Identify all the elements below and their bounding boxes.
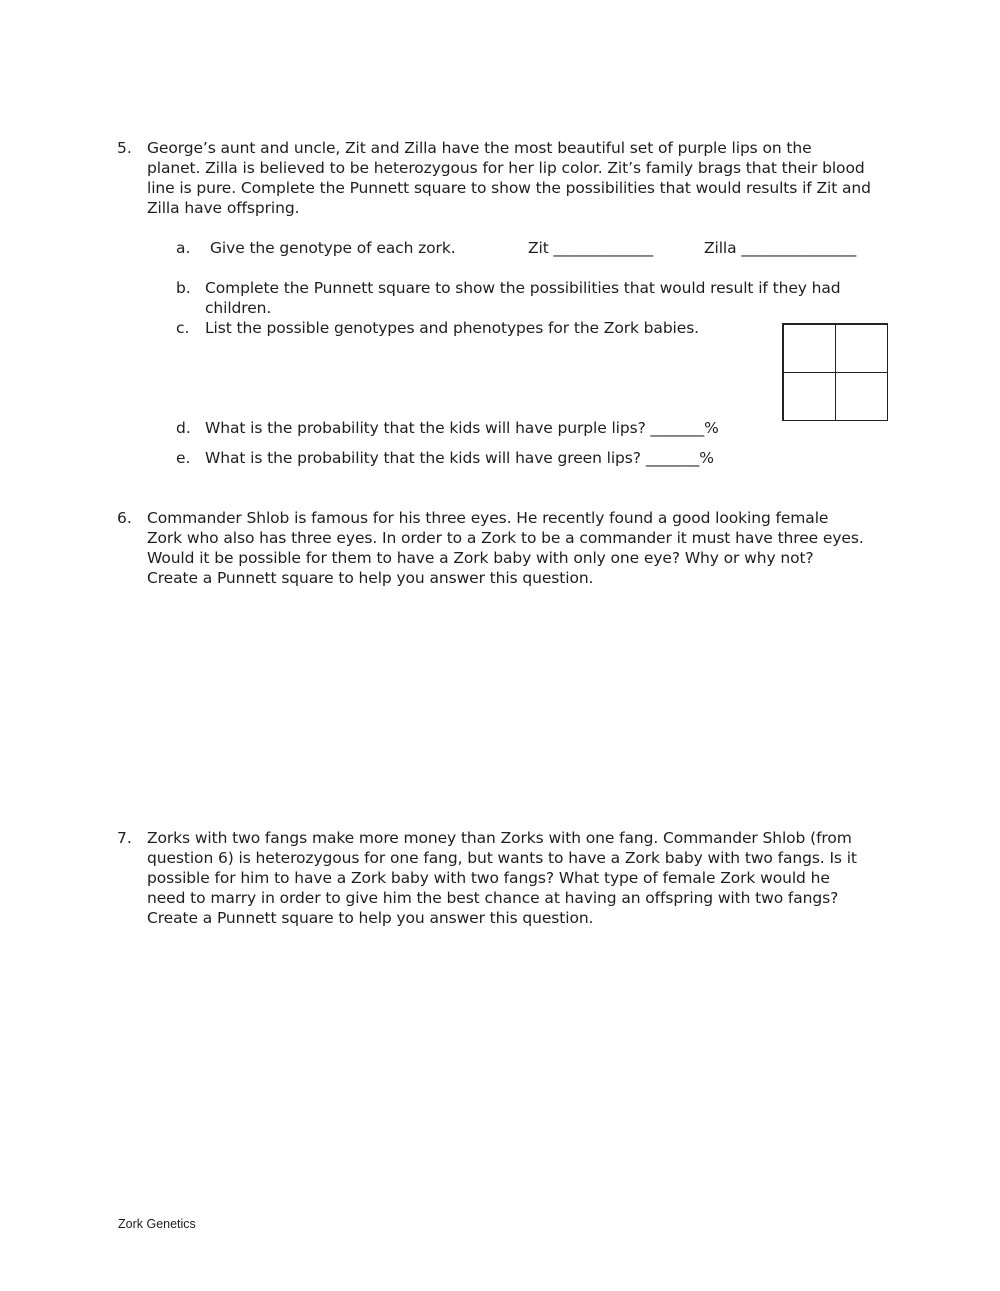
question-text-line: Would it be possible for them to have a Zork baby with only one eye? Why or why not? bbox=[147, 549, 814, 567]
question-text-line: need to marry in order to give him the best chance at having an offspring with two fangs? bbox=[147, 889, 839, 907]
subquestion-text: List the possible genotypes and phenotypes for the Zork babies. bbox=[205, 319, 700, 337]
question-text-line: Zilla have offspring. bbox=[147, 199, 300, 217]
question-text-line: Create a Punnett square to help you answer this question. bbox=[147, 909, 594, 927]
purple-lips-probability[interactable]: What is the probability that the kids will have purple lips? _______% bbox=[205, 419, 719, 437]
answer-area[interactable] bbox=[147, 600, 887, 810]
zit-genotype-blank[interactable]: Zit _____________ bbox=[528, 239, 653, 257]
punnett-square[interactable] bbox=[782, 323, 888, 421]
footer-title: Zork Genetics bbox=[118, 1217, 196, 1231]
subquestion-letter: c. bbox=[176, 319, 190, 337]
question-text-line: possible for him to have a Zork baby with two fangs? What type of female Zork would he bbox=[147, 869, 830, 887]
question-text-line: planet. Zilla is believed to be heterozygous for her lip color. Zit’s family brags that their blood bbox=[147, 159, 865, 177]
question-text-line: Create a Punnett square to help you answer this question. bbox=[147, 569, 594, 587]
subquestion-letter: a. bbox=[176, 239, 191, 257]
subquestion-letter: d. bbox=[176, 419, 191, 437]
question-number: 5. bbox=[117, 139, 132, 157]
punnett-cell[interactable] bbox=[783, 372, 836, 421]
subquestion-text: Complete the Punnett square to show the possibilities that would result if they had bbox=[205, 279, 841, 297]
punnett-cell[interactable] bbox=[835, 324, 888, 373]
subquestion-letter: e. bbox=[176, 449, 191, 467]
question-text-line: Zork who also has three eyes. In order to a Zork to be a commander it must have three eyes. bbox=[147, 529, 864, 547]
subquestion-text: children. bbox=[205, 299, 272, 317]
green-lips-probability[interactable]: What is the probability that the kids will have green lips? _______% bbox=[205, 449, 714, 467]
question-number: 7. bbox=[117, 829, 132, 847]
question-text-line: question 6) is heterozygous for one fang, but wants to have a Zork baby with two fangs. Is it bbox=[147, 849, 857, 867]
answer-area[interactable] bbox=[147, 940, 887, 1190]
question-text-line: line is pure. Complete the Punnett square to show the possibilities that would results if Zit and bbox=[147, 179, 871, 197]
question-text-line: Commander Shlob is famous for his three eyes. He recently found a good looking female bbox=[147, 509, 829, 527]
subquestion-letter: b. bbox=[176, 279, 191, 297]
zilla-genotype-blank[interactable]: Zilla _______________ bbox=[704, 239, 857, 257]
question-text-line: George’s aunt and uncle, Zit and Zilla have the most beautiful set of purple lips on the bbox=[147, 139, 812, 157]
question-text-line: Zorks with two fangs make more money than Zorks with one fang. Commander Shlob (from bbox=[147, 829, 852, 847]
question-number: 6. bbox=[117, 509, 132, 527]
subquestion-text: Give the genotype of each zork. bbox=[210, 239, 456, 257]
punnett-cell[interactable] bbox=[783, 324, 836, 373]
punnett-cell[interactable] bbox=[835, 372, 888, 421]
